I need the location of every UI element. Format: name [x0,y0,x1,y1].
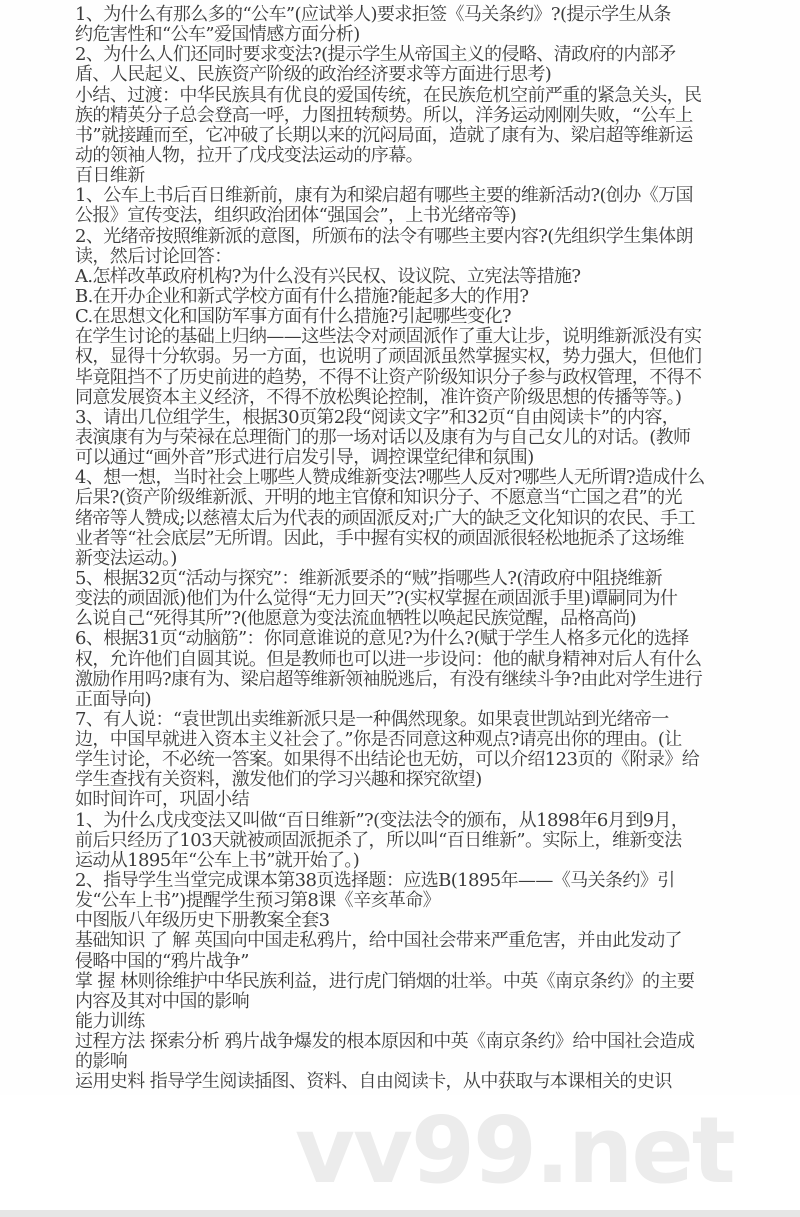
document-text [75,5,775,1093]
text-line: 绪帝等人赞成;以慈禧太后为代表的顽固派反对;广大的缺乏文化知识的农民、手工 [75,507,695,529]
text-line: 权，显得十分软弱。另一方面，也说明了顽固派虽然掌握实权，势力强大，但他们 [75,346,702,368]
text-line: 正面导向) [75,688,152,710]
text-line: 前后只经历了103天就被顽固派扼杀了，所以叫“百日维新”。实际上，维新变法 [75,829,682,851]
text-line: 1、为什么有那么多的“公车”(应试举人)要求拒签《马关条约》?(提示学生从条 [75,4,671,25]
text-line: 6、根据31页“动脑筋”：你同意谁说的意见?为什么?(赋于学生人格多元化的选择 [75,628,689,650]
text-line: 侵略中国的“鸦片战争” [75,950,249,972]
text-line: 能力训练 [75,1011,145,1033]
text-line: 后果?(资产阶级维新派、开明的地主官僚和知识分子、不愿意当“亡国之君”的光 [75,487,682,509]
text-line: 2、光绪帝按照维新派的意图，所颁布的法令有哪些主要内容?(先组织学生集体朗 [75,225,693,247]
text-line: 业者等“社会底层”无所谓。因此，手中握有实权的顽固派很轻松地扼杀了这场维 [75,527,684,549]
text-line: A.怎样改革政府机构?为什么没有兴民权、设议院、立宪法等措施? [75,265,581,287]
text-line: 可以通过“画外音”形式进行启发引导，调控课堂纪律和氛围) [75,447,534,469]
text-line: 在学生讨论的基础上归纳——这些法令对顽固派作了重大让步，说明维新派没有实 [75,326,702,348]
text-line: 运动从1895年“公车上书”就开始了。) [75,849,360,871]
text-line: 么说自己“死得其所”?(他愿意为变法流血牺牲以唤起民族觉醒，品格高尚) [75,608,637,630]
text-line: 公报》宣传变法，组织政治团体“强国会”，上书光绪帝等) [75,205,517,227]
text-line: 发“公车上书”)提醒学生预习第8课《辛亥革命》 [75,890,441,912]
text-line: 读，然后讨论回答： [75,245,232,267]
text-line: 掌 握 林则徐维护中华民族利益，进行虎门销烟的壮举。中英《南京条约》的主要 [75,970,695,992]
text-line: 动的领袖人物，拉开了戊戌变法运动的序幕。 [75,144,423,166]
text-line: B.在开办企业和新式学校方面有什么措施?能起多大的作用? [75,285,529,307]
text-line: 2、为什么人们还同时要求变法?(提示学生从帝国主义的侵略、清政府的内部矛 [75,44,676,66]
text-line: 1、为什么戊戌变法又叫做“百日维新”?(变法法令的颁布，从1898年6月到9月， [75,809,689,831]
text-line: 运用史料 指导学生阅读插图、资料、自由阅读卡，从中获取与本课相关的史识 [75,1071,672,1093]
text-line: 4、想一想，当时社会上哪些人赞成维新变法?哪些人反对?哪些人无所谓?造成什么 [75,467,705,489]
text-line: 边，中国早就进入资本主义社会了。”你是否同意这种观点?请亮出你的理由。(让 [75,729,682,751]
watermark: vv99.net [295,1097,734,1204]
text-line: 变法的顽固派)他们为什么觉得“无力回天”?(实权掌握在顽固派手里)谭嗣同为什 [75,588,678,610]
text-line: 约危害性和“公车”爱国情感方面分析) [75,24,360,46]
text-line: 族的精英分子总会登高一呼，力图扭转颓势。所以，洋务运动刚刚失败，“公车上 [75,104,693,126]
text-line: C.在思想文化和国防军事方面有什么措施?引起哪些变化? [75,306,511,328]
text-line: 表演康有为与荣禄在总理衙门的那一场对话以及康有为与自己女儿的对话。(教师 [75,426,691,448]
page-bottom-edge [0,1210,800,1217]
text-line: 3、请出几位组学生，根据30页第2段“阅读文字”和32页“自由阅读卡”的内容， [75,406,680,428]
text-line: 书”就接踵而至，它冲破了长期以来的沉闷局面，造就了康有为、梁启超等维新运 [75,124,693,146]
text-line: 2、指导学生当堂完成课本第38页选择题：应选B(1895年——《马关条约》引 [75,870,675,892]
text-line: 同意发展资本主义经济，不得不放松舆论控制，准许资产阶级思想的传播等等。) [75,386,682,408]
text-line: 百日维新 [75,165,145,187]
text-line: 毕竟阻挡不了历史前进的趋势，不得不让资产阶级知识分子参与政权管理，不得不 [75,366,702,388]
text-line: 7、有人说：“袁世凯出卖维新派只是一种偶然现象。如果袁世凯站到光绪帝一 [75,708,669,730]
text-line: 内容及其对中国的影响 [75,990,249,1012]
text-line: 中图版八年级历史下册教案全套3 [75,910,330,932]
text-line: 学生讨论，不必统一答案。如果得不出结论也无妨，可以介绍123页的《附录》给 [75,749,700,771]
text-line: 盾、人民起义、民族资产阶级的政治经济要求等方面进行思考) [75,64,552,86]
text-line: 新变法运动。) [75,547,177,569]
text-line: 5、根据32页“活动与探究”：维新派要杀的“贼”指哪些人?(清政府中阻挠维新 [75,567,663,589]
text-line: 基础知识 了 解 英国向中国走私鸦片，给中国社会带来严重危害，并由此发动了 [75,930,682,952]
text-line: 的影响 [75,1051,128,1073]
text-line: 权，允许他们自圆其说。但是教师也可以进一步设问：他的献身精神对后人有什么 [75,648,702,670]
text-line: 如时间许可，巩固小结 [75,789,249,811]
text-line: 学生查找有关资料，激发他们的学习兴趣和探究欲望) [75,769,482,791]
text-line: 激励作用吗?康有为、梁启超等维新领袖脱逃后，有没有继续斗争?由此对学生进行 [75,668,703,690]
text-line: 小结、过渡：中华民族具有优良的爱国传统，在民族危机空前严重的紧急关头，民 [75,84,702,106]
text-line: 1、公车上书后百日维新前，康有为和梁启超有哪些主要的维新活动?(创办《万国 [75,185,693,207]
text-line: 过程方法 探索分析 鸦片战争爆发的根本原因和中英《南京条约》给中国社会造成 [75,1031,695,1053]
